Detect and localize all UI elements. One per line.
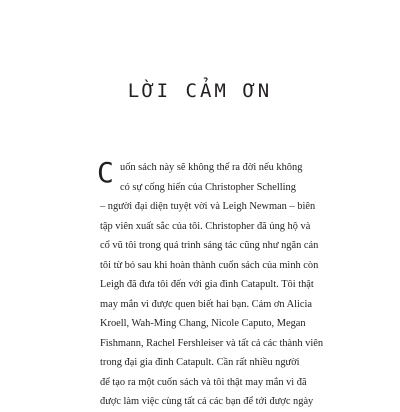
paragraph-line: để tạo ra một cuốn sách và tôi thật may mắn vì đã <box>100 376 307 388</box>
acknowledgements-paragraph <box>100 158 324 412</box>
paragraph-line: tôi từ bỏ sau khi hoàn thành cuốn sách của mình còn <box>100 259 319 271</box>
drop-cap: C <box>97 156 114 189</box>
paragraph-line: – người đại diện tuyệt vời và Leigh Newman – biên <box>100 201 316 212</box>
page-title: LỜI CẢM ƠN <box>127 80 273 102</box>
paragraph-line: Kroell, Wah-Ming Chang, Nicole Caputo, Megan <box>100 318 306 329</box>
paragraph-line: cổ vũ tôi trong quá trình sáng tác cũng như ngăn cản <box>100 240 319 251</box>
paragraph-line: có sự cống hiến của Christopher Schelling <box>120 181 296 193</box>
paragraph-line: tập viên xuất sắc của tôi. Christopher đã ủng hộ và <box>100 220 311 232</box>
paragraph-line: được làm việc cùng tất cả các bạn để tới được ngày <box>100 396 314 407</box>
paragraph-line: Leigh đã đưa tôi đến với gia đình Catapult. Tôi thật <box>100 279 314 290</box>
paragraph-line: trong đại gia đình Catapult. Cần rất nhiều người <box>100 357 300 368</box>
paragraph-line: uốn sách này sẽ không thể ra đời nếu không <box>120 162 303 173</box>
paragraph-line: Fishmann, Rachel Fershleiser và tất cả các thành viên <box>100 337 324 349</box>
paragraph-line: may mắn vì được quen biết hai bạn. Cảm ơn Alicia <box>100 298 312 310</box>
